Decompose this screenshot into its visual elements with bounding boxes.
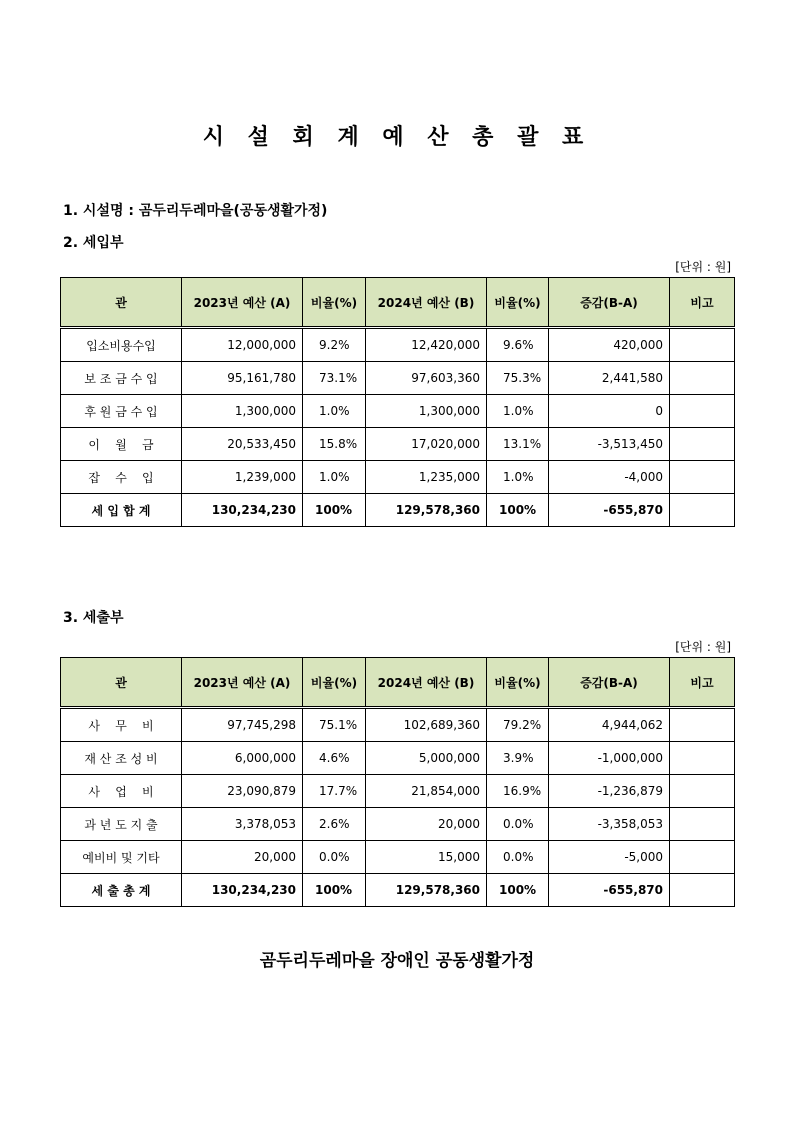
column-header-difference: 증감(B-A) (549, 278, 670, 328)
row-2023-ratio: 15.8% (303, 428, 366, 461)
row-difference: -1,000,000 (549, 742, 670, 775)
total-row (61, 874, 735, 907)
row-category: 과 년 도 지 출 (61, 808, 182, 841)
row-2024-ratio: 3.9% (487, 742, 549, 775)
row-2023-budget: 1,300,000 (182, 395, 303, 428)
total-2024-ratio: 100% (487, 874, 549, 907)
row-difference: -3,513,450 (549, 428, 670, 461)
row-note (670, 395, 735, 428)
row-2024-ratio: 75.3% (487, 362, 549, 395)
total-2023-ratio: 100% (303, 494, 366, 527)
table-row (61, 775, 735, 808)
row-2024-budget: 1,300,000 (366, 395, 487, 428)
row-2023-budget: 1,239,000 (182, 461, 303, 494)
row-note (670, 841, 735, 874)
row-2024-ratio: 1.0% (487, 461, 549, 494)
column-header-note: 비고 (670, 658, 735, 708)
table-row (61, 808, 735, 841)
row-2023-ratio: 75.1% (303, 708, 366, 742)
total-difference: -655,870 (549, 494, 670, 527)
row-2024-budget: 1,235,000 (366, 461, 487, 494)
row-category: 보 조 금 수 입 (61, 362, 182, 395)
row-2023-ratio: 1.0% (303, 461, 366, 494)
row-2023-ratio: 4.6% (303, 742, 366, 775)
expense-header-row (61, 658, 735, 708)
column-header-category: 관 (61, 658, 182, 708)
table-row (61, 395, 735, 428)
row-difference: -5,000 (549, 841, 670, 874)
row-2024-ratio: 79.2% (487, 708, 549, 742)
column-header-2024-ratio: 비율(%) (487, 278, 549, 328)
row-note (670, 808, 735, 841)
row-2023-budget: 12,000,000 (182, 328, 303, 362)
table-row (61, 362, 735, 395)
organization-footer: 곰두리두레마을 장애인 공동생활가정 (259, 951, 535, 971)
row-2024-budget: 5,000,000 (366, 742, 487, 775)
table-row (61, 708, 735, 742)
table-row (61, 428, 735, 461)
revenue-header-row (61, 278, 735, 328)
row-2023-ratio: 9.2% (303, 328, 366, 362)
row-2024-ratio: 9.6% (487, 328, 549, 362)
table-row (61, 742, 735, 775)
row-2023-budget: 20,000 (182, 841, 303, 874)
row-category: 후 원 금 수 입 (61, 395, 182, 428)
row-2023-ratio: 2.6% (303, 808, 366, 841)
total-2023-ratio: 100% (303, 874, 366, 907)
row-difference: -4,000 (549, 461, 670, 494)
row-2024-ratio: 1.0% (487, 395, 549, 428)
row-note (670, 428, 735, 461)
row-category: 사 무 비 (61, 708, 182, 742)
table-row (61, 841, 735, 874)
row-category: 재 산 조 성 비 (61, 742, 182, 775)
row-category: 입소비용수입 (61, 328, 182, 362)
total-2024-budget: 129,578,360 (366, 874, 487, 907)
revenue-table (60, 277, 735, 527)
row-2024-budget: 17,020,000 (366, 428, 487, 461)
revenue-heading: 2. 세입부 (63, 235, 124, 251)
column-header-2024-budget: 2024년 예산 (B) (366, 278, 487, 328)
column-header-2024-ratio: 비율(%) (487, 658, 549, 708)
row-difference: 2,441,580 (549, 362, 670, 395)
row-2024-ratio: 16.9% (487, 775, 549, 808)
column-header-2023-ratio: 비율(%) (303, 278, 366, 328)
row-difference: 420,000 (549, 328, 670, 362)
row-2023-budget: 6,000,000 (182, 742, 303, 775)
total-2023-budget: 130,234,230 (182, 874, 303, 907)
facility-name: 1. 시설명 : 곰두리두레마을(공동생활가정) (63, 203, 328, 219)
column-header-2023-budget: 2023년 예산 (A) (182, 278, 303, 328)
row-note (670, 461, 735, 494)
row-2023-budget: 97,745,298 (182, 708, 303, 742)
row-note (670, 328, 735, 362)
row-category: 예비비 및 기타 (61, 841, 182, 874)
row-2023-ratio: 17.7% (303, 775, 366, 808)
table-row (61, 461, 735, 494)
total-label: 세 입 합 계 (61, 494, 182, 527)
row-difference: -3,358,053 (549, 808, 670, 841)
row-category: 이 월 금 (61, 428, 182, 461)
row-2024-budget: 97,603,360 (366, 362, 487, 395)
row-note (670, 708, 735, 742)
row-difference: 4,944,062 (549, 708, 670, 742)
revenue-unit-label: [단위 : 원] (675, 260, 731, 274)
expense-heading: 3. 세출부 (63, 610, 124, 626)
total-2024-budget: 129,578,360 (366, 494, 487, 527)
row-2024-budget: 15,000 (366, 841, 487, 874)
row-2024-budget: 20,000 (366, 808, 487, 841)
table-row (61, 328, 735, 362)
row-2023-ratio: 1.0% (303, 395, 366, 428)
expense-table (60, 657, 735, 907)
row-difference: 0 (549, 395, 670, 428)
column-header-note: 비고 (670, 278, 735, 328)
row-2024-ratio: 0.0% (487, 808, 549, 841)
row-2024-ratio: 0.0% (487, 841, 549, 874)
column-header-difference: 증감(B-A) (549, 658, 670, 708)
column-header-2024-budget: 2024년 예산 (B) (366, 658, 487, 708)
row-2023-budget: 20,533,450 (182, 428, 303, 461)
row-category: 잡 수 입 (61, 461, 182, 494)
row-note (670, 775, 735, 808)
row-2024-budget: 21,854,000 (366, 775, 487, 808)
row-2023-budget: 3,378,053 (182, 808, 303, 841)
row-note (670, 742, 735, 775)
column-header-2023-budget: 2023년 예산 (A) (182, 658, 303, 708)
row-note (670, 362, 735, 395)
row-2023-budget: 23,090,879 (182, 775, 303, 808)
total-difference: -655,870 (549, 874, 670, 907)
total-label: 세 출 총 계 (61, 874, 182, 907)
column-header-category: 관 (61, 278, 182, 328)
row-2023-budget: 95,161,780 (182, 362, 303, 395)
row-2024-budget: 102,689,360 (366, 708, 487, 742)
row-2024-ratio: 13.1% (487, 428, 549, 461)
row-2023-ratio: 0.0% (303, 841, 366, 874)
total-note (670, 494, 735, 527)
row-2024-budget: 12,420,000 (366, 328, 487, 362)
row-2023-ratio: 73.1% (303, 362, 366, 395)
total-note (670, 874, 735, 907)
column-header-2023-ratio: 비율(%) (303, 658, 366, 708)
total-row (61, 494, 735, 527)
row-difference: -1,236,879 (549, 775, 670, 808)
expense-unit-label: [단위 : 원] (675, 640, 731, 654)
row-category: 사 업 비 (61, 775, 182, 808)
total-2024-ratio: 100% (487, 494, 549, 527)
total-2023-budget: 130,234,230 (182, 494, 303, 527)
document-title: 시 설 회 계 예 산 총 괄 표 (202, 125, 592, 150)
